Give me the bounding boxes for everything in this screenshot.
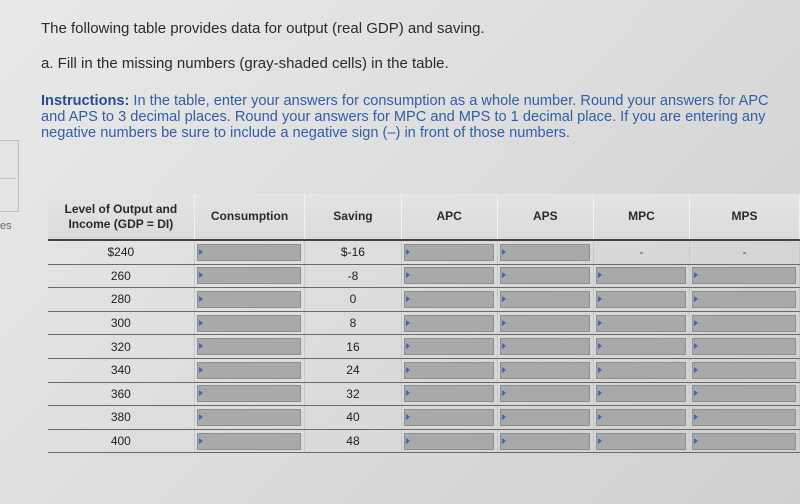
- income-cell: [48, 288, 194, 312]
- mpc-input[interactable]: [596, 267, 686, 284]
- mpc-input[interactable]: [596, 338, 686, 355]
- aps-input[interactable]: [500, 267, 590, 284]
- mpc-cell: [593, 382, 689, 406]
- mps-cell: [689, 382, 799, 406]
- header-aps: APS: [497, 194, 593, 240]
- input-marker-icon: [694, 272, 698, 278]
- apc-cell: [401, 358, 497, 382]
- input-marker-icon: [502, 414, 506, 420]
- input-marker-icon: [598, 367, 602, 373]
- input-marker-icon: [406, 296, 410, 302]
- apc-input[interactable]: [404, 291, 494, 308]
- table-row: [48, 358, 800, 382]
- income-cell: [48, 264, 194, 288]
- apc-cell: [401, 429, 497, 453]
- income-value: 340: [110, 363, 131, 378]
- input-marker-icon: [199, 343, 203, 349]
- mps-input[interactable]: [692, 315, 796, 332]
- input-marker-icon: [694, 296, 698, 302]
- table-row: [48, 382, 800, 406]
- consumption-cell: [194, 382, 305, 406]
- income-value: 400: [110, 434, 131, 449]
- apc-cell: [401, 311, 497, 335]
- consumption-input[interactable]: [197, 409, 302, 426]
- mpc-input[interactable]: [596, 291, 686, 308]
- input-marker-icon: [694, 390, 698, 396]
- input-marker-icon: [502, 320, 506, 326]
- consumption-cell: [194, 311, 305, 335]
- gdp-saving-table: [48, 194, 800, 453]
- table-row: [48, 335, 800, 359]
- input-marker-icon: [199, 438, 203, 444]
- input-marker-icon: [406, 343, 410, 349]
- mps-cell: [689, 429, 799, 453]
- saving-cell: [305, 429, 401, 453]
- income-cell: [48, 382, 194, 406]
- mps-cell: [689, 288, 799, 312]
- saving-value: 16: [346, 339, 360, 354]
- mpc-input[interactable]: [596, 315, 686, 332]
- apc-input[interactable]: [404, 409, 494, 426]
- input-marker-icon: [598, 343, 602, 349]
- aps-cell: [497, 264, 593, 288]
- apc-input[interactable]: [404, 244, 494, 261]
- aps-cell: [497, 335, 593, 359]
- input-marker-icon: [694, 438, 698, 444]
- input-marker-icon: [406, 367, 410, 373]
- input-marker-icon: [406, 414, 410, 420]
- aps-cell: [497, 429, 593, 453]
- consumption-input[interactable]: [197, 315, 302, 332]
- input-marker-icon: [502, 272, 506, 278]
- apc-input[interactable]: [404, 315, 494, 332]
- instructions-label: Instructions:: [41, 93, 130, 109]
- input-marker-icon: [199, 320, 203, 326]
- input-marker-icon: [598, 438, 602, 444]
- income-cell: [48, 406, 194, 430]
- mps-input[interactable]: [692, 409, 796, 426]
- apc-input[interactable]: [404, 362, 494, 379]
- input-marker-icon: [406, 272, 410, 278]
- income-value: 300: [110, 316, 131, 331]
- header-consumption: Consumption: [194, 194, 305, 240]
- header-saving: Saving: [305, 194, 401, 240]
- apc-cell: [401, 264, 497, 288]
- saving-value: 48: [346, 434, 360, 449]
- input-marker-icon: [199, 367, 203, 373]
- income-cell: [48, 311, 194, 335]
- input-marker-icon: [502, 249, 506, 255]
- input-marker-icon: [694, 367, 698, 373]
- apc-cell: [401, 240, 497, 264]
- income-value: 280: [110, 292, 131, 307]
- consumption-cell: [194, 335, 305, 359]
- apc-input[interactable]: [404, 338, 494, 355]
- input-marker-icon: [406, 320, 410, 326]
- saving-value: -8: [347, 268, 359, 283]
- mpc-cell: [593, 406, 689, 430]
- mpc-cell: [593, 429, 689, 453]
- input-marker-icon: [598, 296, 602, 302]
- apc-input[interactable]: [404, 385, 494, 402]
- saving-value: 24: [346, 363, 360, 378]
- question-part-a: a. Fill in the missing numbers (gray-shaded cells) in the table.: [41, 55, 449, 72]
- aps-cell: [497, 288, 593, 312]
- aps-input[interactable]: [500, 385, 590, 402]
- aps-input[interactable]: [500, 362, 590, 379]
- aps-input[interactable]: [500, 338, 590, 355]
- aps-cell: [497, 382, 593, 406]
- income-cell: [48, 358, 194, 382]
- input-marker-icon: [406, 390, 410, 396]
- input-marker-icon: [694, 343, 698, 349]
- mps-cell: [689, 311, 799, 335]
- income-cell: [48, 335, 194, 359]
- mpc-cell: [593, 264, 689, 288]
- input-marker-icon: [199, 249, 203, 255]
- saving-cell: [305, 264, 401, 288]
- mps-cell: [689, 358, 799, 382]
- input-marker-icon: [502, 367, 506, 373]
- mps-input[interactable]: [692, 338, 796, 355]
- aps-cell: [497, 311, 593, 335]
- mpc-input[interactable]: [596, 385, 686, 402]
- saving-cell: [305, 382, 401, 406]
- consumption-cell: [194, 288, 305, 312]
- instructions: [41, 93, 769, 141]
- table-row: [48, 288, 800, 312]
- mps-input[interactable]: [692, 362, 796, 379]
- saving-value: $-16: [340, 245, 365, 260]
- input-marker-icon: [199, 414, 203, 420]
- saving-cell: [305, 288, 401, 312]
- table-header-row: [48, 194, 800, 240]
- input-marker-icon: [598, 414, 602, 420]
- mpc-input[interactable]: [596, 362, 686, 379]
- saving-value: 8: [349, 316, 357, 331]
- apc-input[interactable]: [404, 433, 494, 450]
- mps-cell: [689, 335, 799, 359]
- mpc-cell: [593, 358, 689, 382]
- aps-input[interactable]: [500, 433, 590, 450]
- left-panel-divider: [0, 148, 16, 179]
- saving-cell: [305, 358, 401, 382]
- aps-cell: [497, 406, 593, 430]
- apc-cell: [401, 335, 497, 359]
- table-body: [48, 240, 800, 453]
- aps-cell: [497, 358, 593, 382]
- mps-input[interactable]: [692, 433, 796, 450]
- input-marker-icon: [694, 320, 698, 326]
- input-marker-icon: [598, 272, 602, 278]
- consumption-cell: [194, 429, 305, 453]
- mpc-cell: [593, 240, 689, 264]
- consumption-cell: [194, 240, 305, 264]
- table-row: [48, 240, 800, 264]
- mps-cell: [689, 240, 799, 264]
- table-row: [48, 429, 800, 453]
- input-marker-icon: [199, 296, 203, 302]
- consumption-cell: [194, 406, 305, 430]
- saving-value: 32: [346, 386, 360, 401]
- input-marker-icon: [406, 249, 410, 255]
- apc-input[interactable]: [404, 267, 494, 284]
- saving-value: 0: [349, 292, 357, 307]
- aps-input[interactable]: [500, 315, 590, 332]
- mps-input[interactable]: [692, 291, 796, 308]
- aps-input[interactable]: [500, 409, 590, 426]
- income-value: 260: [110, 268, 131, 283]
- income-value: 320: [110, 339, 131, 354]
- input-marker-icon: [598, 390, 602, 396]
- consumption-input[interactable]: [197, 244, 302, 261]
- table-row: [48, 311, 800, 335]
- income-value: 360: [110, 386, 131, 401]
- mps-input[interactable]: [692, 267, 796, 284]
- saving-value: 40: [346, 410, 360, 425]
- mpc-input[interactable]: [596, 433, 686, 450]
- input-marker-icon: [502, 390, 506, 396]
- consumption-input[interactable]: [197, 291, 302, 308]
- table-row: [48, 264, 800, 288]
- side-label: es: [0, 220, 12, 232]
- consumption-cell: [194, 358, 305, 382]
- mpc-not-applicable: -: [639, 245, 644, 260]
- input-marker-icon: [406, 438, 410, 444]
- input-marker-icon: [598, 320, 602, 326]
- header-mpc: MPC: [593, 194, 689, 240]
- mps-cell: [689, 406, 799, 430]
- table-row: [48, 406, 800, 430]
- aps-input[interactable]: [500, 244, 590, 261]
- aps-cell: [497, 240, 593, 264]
- income-cell: [48, 240, 194, 264]
- consumption-input[interactable]: [197, 362, 302, 379]
- consumption-input[interactable]: [197, 338, 302, 355]
- mpc-cell: [593, 311, 689, 335]
- apc-cell: [401, 288, 497, 312]
- income-value: 380: [110, 410, 131, 425]
- input-marker-icon: [199, 390, 203, 396]
- header-apc: APC: [401, 194, 497, 240]
- header-mps: MPS: [689, 194, 799, 240]
- apc-cell: [401, 382, 497, 406]
- input-marker-icon: [502, 296, 506, 302]
- aps-input[interactable]: [500, 291, 590, 308]
- saving-cell: [305, 335, 401, 359]
- mpc-cell: [593, 335, 689, 359]
- saving-cell: [305, 240, 401, 264]
- income-value: $240: [107, 245, 135, 260]
- mps-not-applicable: -: [742, 245, 747, 260]
- saving-cell: [305, 406, 401, 430]
- input-marker-icon: [502, 438, 506, 444]
- input-marker-icon: [502, 343, 506, 349]
- consumption-input[interactable]: [197, 433, 302, 450]
- instructions-text: In the table, enter your answers for consumption as a whole number. Round your answers for APC and APS to 3 decimal places. Round your answers for MPC and MPS to 1 decimal place. If you are entering any negative numbers be sure to include a negative sign (–) in front of those numbers.: [41, 93, 769, 141]
- income-cell: [48, 429, 194, 453]
- input-marker-icon: [199, 272, 203, 278]
- input-marker-icon: [694, 414, 698, 420]
- mpc-input[interactable]: [596, 409, 686, 426]
- consumption-input[interactable]: [197, 385, 302, 402]
- consumption-input[interactable]: [197, 267, 302, 284]
- mps-input[interactable]: [692, 385, 796, 402]
- mpc-cell: [593, 288, 689, 312]
- header-income: Level of Output and Income (GDP = DI): [48, 194, 194, 240]
- mps-cell: [689, 264, 799, 288]
- consumption-cell: [194, 264, 305, 288]
- question-intro: The following table provides data for output (real GDP) and saving.: [41, 20, 485, 37]
- saving-cell: [305, 311, 401, 335]
- apc-cell: [401, 406, 497, 430]
